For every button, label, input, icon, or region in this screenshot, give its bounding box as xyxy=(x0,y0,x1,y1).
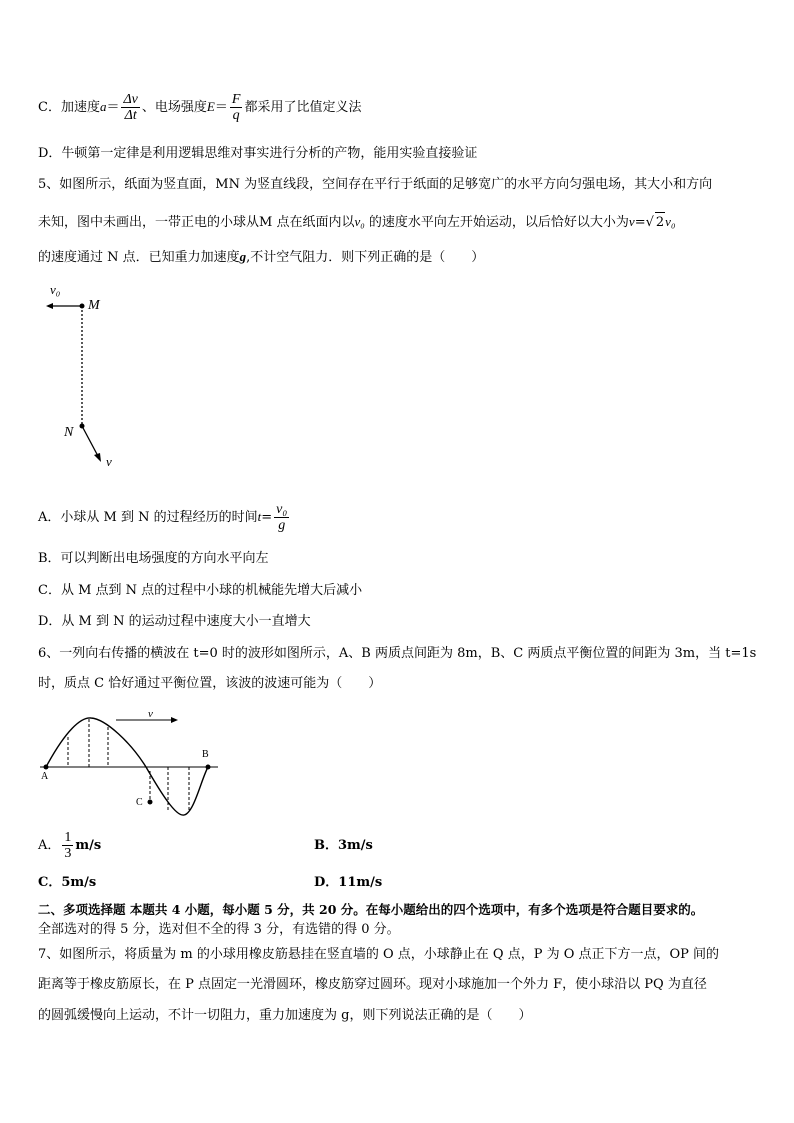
section2-line-2: 全部选对的得 5 分，选对但不全的得 3 分，有选错的得 0 分。 xyxy=(38,922,400,937)
q5-option-d: D．从 M 到 N 的运动过程中速度大小一直增大 xyxy=(38,614,311,629)
q6-option-b: B．3m/s xyxy=(314,838,373,853)
q6-option-d: D．11m/s xyxy=(314,875,383,890)
fig6-c-label: C xyxy=(136,797,143,808)
fraction-dv-dt: $\frac{\Delta v}{\Delta t}$ xyxy=(123,92,138,123)
q5-option-a: A．小球从 M 到 N 的过程经历的时间t= $\frac{\text{v₀}}{g}$ xyxy=(38,502,288,533)
q5-option-b: B．可以判断出电场强度的方向水平向左 xyxy=(38,551,269,566)
q7-line-1: 7、如图所示，将质量为 m 的小球用橡皮筋悬挂在竖直墙的 O 点，小球静止在 Q 点，P 为 O 点正下方一点，OP 间的 xyxy=(38,947,720,962)
fraction-v0-g: $\frac{\text{v₀}}{g}$ xyxy=(276,502,288,533)
q5-option-c: C．从 M 点到 N 点的过程中小球的机械能先增大后减小 xyxy=(38,583,363,598)
q6-option-c: C．5m/s xyxy=(38,875,97,890)
q6-line-2: 时，质点 C 恰好通过平衡位置，该波的波速可能为（ ） xyxy=(38,676,382,691)
q7-line-3: 的圆弧缓慢向上运动，不计一切阻力，重力加速度为 g，则下列说法正确的是（ ） xyxy=(38,1008,532,1023)
q5-line-2: 未知，图中未画出，一带正电的小球从M 点在纸面内以v₀ 的速度水平向左开始运动，以后恰好以大小为v=√ 2v₀ xyxy=(38,212,675,233)
q6-option-a: A． $\frac{1}{3}$ m/s xyxy=(38,830,102,861)
fig6-b-label: B xyxy=(202,749,209,760)
fraction-f-q: $\frac{F}{q}$ xyxy=(231,92,241,123)
fig5-v0-label: v₀ xyxy=(50,282,61,297)
figure-q6 xyxy=(36,705,226,820)
fig5-n-label: N xyxy=(64,425,74,440)
q5-line-1: 5、如图所示，纸面为竖直面，MN 为竖直线段，空间存在平行于纸面的足够宽广的水平方向匀强电场，其大小和方向 xyxy=(38,177,713,192)
fig6-v-label: v xyxy=(148,708,153,720)
fig6-a-label: A xyxy=(41,771,49,782)
option-c-line: C．加速度a＝ $\frac{\Delta v}{\Delta t}$ 、电场强度E＝ $\frac{F}{q}$ 都采用了比值定义法 xyxy=(38,92,362,123)
fig5-v-label: v xyxy=(106,454,112,469)
q7-line-2: 距离等于橡皮筋原长，在 P 点固定一光滑圆环，橡皮筋穿过圆环。现对小球施加一个外力 F，使小球沿以 PQ 为直径 xyxy=(38,977,707,992)
option-d-line: D．牛顿第一定律是利用逻辑思维对事实进行分析的产物，能用实验直接验证 xyxy=(38,146,478,161)
figure-q5 xyxy=(38,278,158,473)
q6-line-1: 6、一列向右传播的横波在 t=0 时的波形如图所示，A、B 两质点间距为 8m，B、C 两质点平衡位置的间距为 3m，当 t=1s xyxy=(38,646,757,661)
section2-line-1: 二、多项选择题 本题共 4 小题，每小题 5 分，共 20 分。在每小题给出的四个选项中，有多个选项是符合题目要求的。 xyxy=(38,902,704,917)
q5-line-3: 的速度通过 N 点．已知重力加速度g,不计空气阻力．则下列正确的是（ ） xyxy=(38,249,485,265)
fig5-m-label: M xyxy=(88,298,100,313)
fraction-one-third: $\frac{1}{3}$ xyxy=(64,830,72,861)
